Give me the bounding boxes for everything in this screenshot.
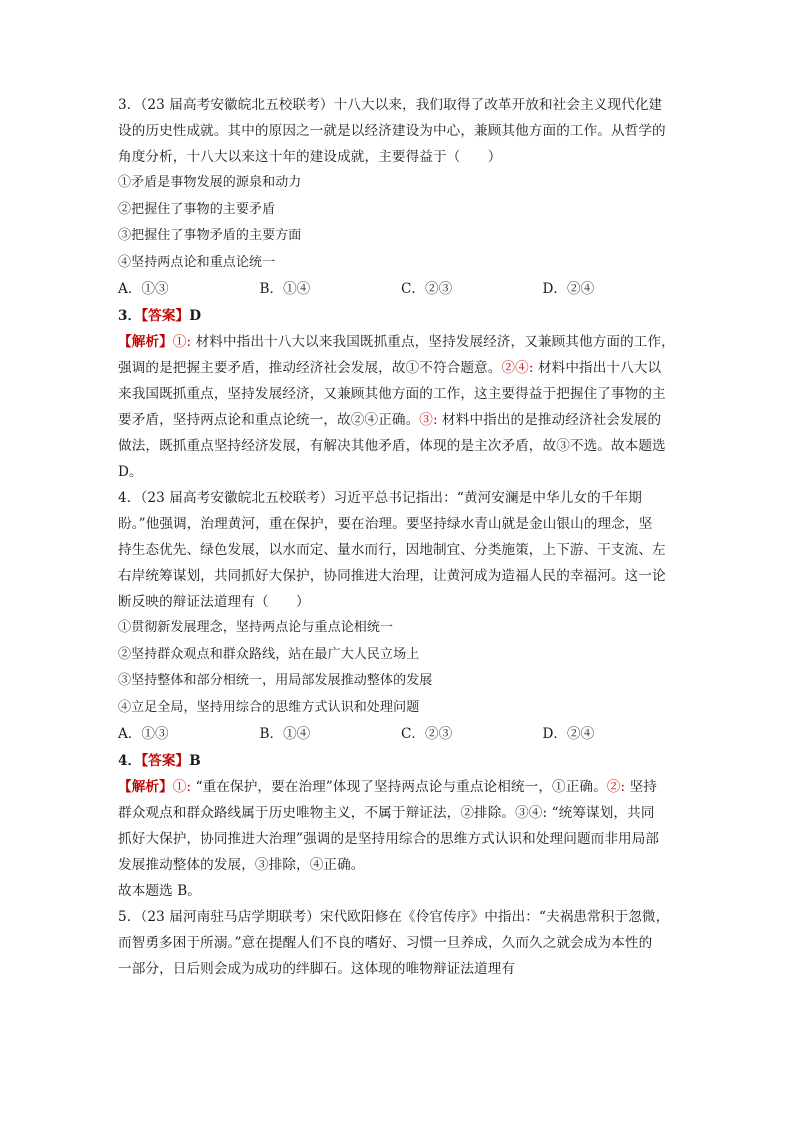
answer-tag: 【答案】 [141, 308, 190, 324]
choice-a: A．①③ [118, 281, 169, 297]
answer-number: 3． [118, 308, 142, 324]
statement-item: ④坚持两点论和重点论统一 [118, 254, 276, 270]
analysis-block [118, 774, 684, 904]
analysis-tag: 【解析】 [118, 334, 173, 350]
stem-line: 4．（23 届高考安徽皖北五校联考）习近平总书记指出：“黄河安澜是中华儿女的千年期 [118, 490, 642, 506]
question-stem [118, 92, 684, 170]
statement-list [118, 170, 684, 276]
answer-line [118, 303, 684, 329]
analysis-line [118, 355, 684, 381]
choice-c: C．②③ [401, 726, 453, 742]
choice-b: B．①④ [259, 281, 311, 297]
stem-line: 设的历史性成就。其中的原因之一就是以经济建设为中心，兼顾其他方面的工作。从哲学的 [118, 123, 666, 139]
choice-d: D．②④ [542, 726, 595, 742]
answer-number: 4． [118, 753, 142, 769]
analysis-text: 材料中指出的是推动经济社会发展的 [437, 412, 662, 428]
answer-value: B [189, 753, 201, 769]
analysis-line [118, 329, 684, 355]
answer-tag: 【答案】 [141, 753, 190, 769]
answer-value: D [189, 308, 202, 324]
analysis-text: 材料中指出十八大以来我国既抓重点，坚持发展经济，又兼顾其他方面的工作， [191, 334, 675, 350]
question-stem [118, 904, 684, 982]
analysis-conclusion: 故本题选 B。 [118, 883, 201, 899]
question-stem [118, 485, 684, 615]
analysis-text: D。 [118, 464, 143, 480]
choice-d: D．②④ [542, 281, 595, 297]
choice-c: C．②③ [401, 281, 453, 297]
analysis-line [118, 407, 684, 433]
answer-line [118, 748, 684, 774]
stem-line: 3．（23 届高考安徽皖北五校联考）十八大以来，我们取得了改革开放和社会主义现代化建 [118, 97, 663, 113]
analysis-line [118, 852, 684, 878]
stem-line: 角度分析，十八大以来这十年的建设成就，主要得益于（ ） [118, 149, 502, 165]
analysis-text: “重在保护，要在治理”体现了坚持两点论与重点论相统一，①正确。 [191, 779, 607, 795]
answer-choices [118, 276, 684, 303]
analysis-text: 坚持 [625, 779, 657, 795]
analysis-line [118, 433, 684, 459]
statement-item: ①贯彻新发展理念，坚持两点论与重点论相统一 [118, 620, 394, 635]
statement-item: ②把握住了事物的主要矛盾 [118, 201, 276, 217]
analysis-text: 要矛盾，坚持两点论和重点论统一，故②④正确。 [118, 412, 420, 428]
stem-line: 一部分，日后则会成为成功的绊脚石。这体现的唯物辩证法道理有 [118, 961, 516, 977]
analysis-marker: ②: [606, 779, 626, 795]
analysis-text: 群众观点和群众路线属于历史唯物主义，不属于辩证法，②排除。③④: “统筹谋划，共同 [118, 805, 655, 821]
analysis-runs [173, 334, 675, 350]
stem-line: 右岸统筹谋划，共同抓好大保护，协同推进大治理，让黄河成为造福人民的幸福河。这一论 [118, 568, 666, 584]
analysis-line [118, 826, 684, 852]
analysis-marker: ②④: [501, 360, 534, 376]
statement-item: ④立足全局，坚持用综合的思维方式认识和处理问题 [118, 699, 420, 715]
stem-line: 断反映的辩证法道理有（ ） [118, 594, 310, 610]
analysis-text: 来我国既抓重点，坚持发展经济，又兼顾其他方面的工作，这主要得益于把握住了事物的主 [118, 386, 666, 402]
question-5 [118, 904, 684, 982]
statement-item: ①矛盾是事物发展的源泉和动力 [118, 175, 302, 190]
statement-item: ③把握住了事物矛盾的主要方面 [118, 228, 302, 243]
choice-a: A．①③ [118, 726, 169, 742]
statement-item: ③坚持整体和部分相统一，用局部发展推动整体的发展 [118, 673, 433, 688]
analysis-runs [173, 779, 657, 795]
analysis-line [118, 774, 684, 800]
stem-line: 而智勇多困于所溺。”意在提醒人们不良的嗜好、习惯一旦养成，久而久之就会成为本性的 [118, 935, 653, 951]
analysis-text: 发展推动整体的发展，③排除，④正确。 [118, 857, 365, 873]
analysis-marker: ③: [419, 412, 438, 428]
analysis-text: 材料中指出十八大以 [533, 360, 662, 376]
analysis-text: 做法，既抓重点坚持经济发展，有解决其他矛盾，体现的是主次矛盾，故③不选。故本题选 [118, 438, 666, 454]
answer-choices [118, 721, 684, 748]
analysis-tag: 【解析】 [118, 779, 173, 795]
analysis-marker: ①: [172, 334, 192, 350]
stem-line: 盼。”他强调，治理黄河，重在保护，要在治理。要坚持绿水青山就是金山银山的理念，坚 [118, 516, 653, 532]
statement-list [118, 615, 684, 721]
question-4 [118, 485, 684, 904]
statement-item: ②坚持群众观点和群众路线，站在最广大人民立场上 [118, 646, 420, 662]
choice-b: B．①④ [259, 726, 311, 742]
analysis-line [118, 459, 684, 485]
analysis-line [118, 381, 684, 407]
question-3 [118, 92, 684, 485]
analysis-text: 抓好大保护，协同推进大治理”强调的是坚持用综合的思维方式认识和处理问题而非用局部 [118, 831, 660, 847]
stem-line: 5．（23 届河南驻马店学期联考）宋代欧阳修在《伶官传序》中指出：“夫祸患常积于忽微， [118, 909, 670, 925]
analysis-line [118, 800, 684, 826]
stem-line: 持生态优先、绿色发展，以水而定、量水而行，因地制宜、分类施策，上下游、干支流、左 [118, 542, 666, 558]
analysis-marker: ①: [172, 779, 192, 795]
analysis-block [118, 329, 684, 485]
analysis-text: 强调的是把握主要矛盾，推动经济社会发展，故①不符合题意。 [118, 360, 502, 376]
